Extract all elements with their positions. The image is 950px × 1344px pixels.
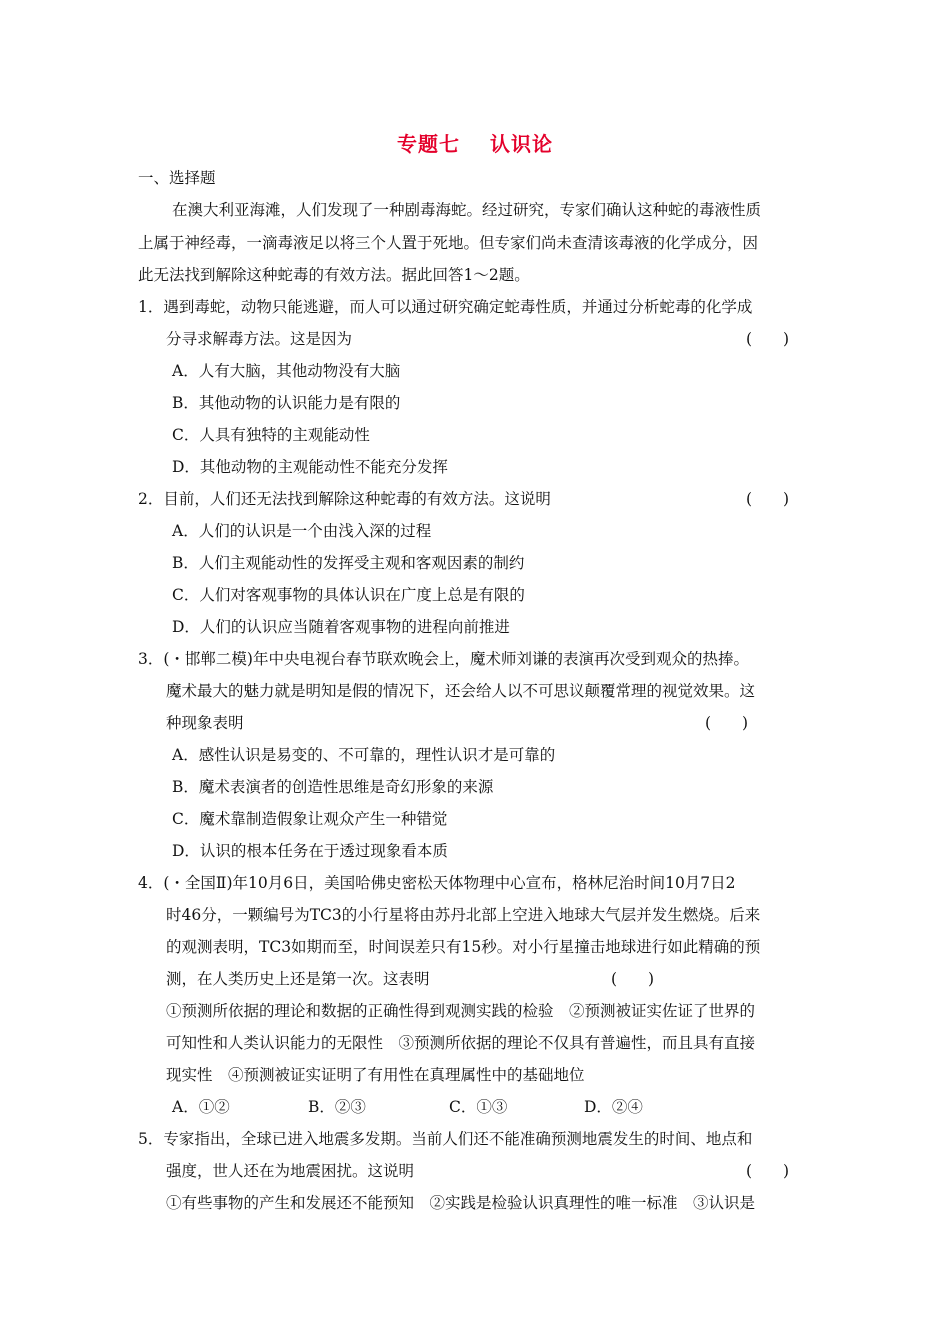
answer-bracket: ( ) xyxy=(746,1162,790,1180)
question-1-option-d: D．其他动物的主观能动性不能充分发挥 xyxy=(172,458,448,476)
question-3-option-d: D．认识的根本任务在于透过现象看本质 xyxy=(172,842,448,860)
question-3-option-c: C．魔术靠制造假象让观众产生一种错觉 xyxy=(172,810,448,828)
answer-bracket: ( ) xyxy=(611,970,655,988)
answer-bracket: ( ) xyxy=(746,330,790,348)
question-5-stem: 强度，世人还在为地震困扰。这说明 xyxy=(166,1162,415,1180)
question-5-stem: 5．专家指出，全球已进入地震多发期。当前人们还不能准确预测地震发生的时间、地点和 xyxy=(138,1130,753,1148)
intro-line: 此无法找到解除这种蛇毒的有效方法。据此回答1～2题。 xyxy=(138,266,530,284)
question-1-option-b: B．其他动物的认识能力是有限的 xyxy=(172,394,401,412)
question-4-stem: 4．(・全国Ⅱ)年10月6日，美国哈佛史密松天体物理中心宣布，格林尼治时间10月7日2 xyxy=(138,874,736,892)
question-3-stem: 3．(・邯郸二模)年中央电视台春节联欢晚会上，魔术师刘谦的表演再次受到观众的热捧。 xyxy=(138,650,749,668)
question-1-option-a: A．人有大脑，其他动物没有大脑 xyxy=(172,362,401,380)
question-3-stem: 种现象表明 xyxy=(166,714,244,732)
question-1-option-c: C．人具有独特的主观能动性 xyxy=(172,426,370,444)
question-4-stem: 时46分，一颗编号为TC3的小行星将由苏丹北部上空进入地球大气层并发生燃烧。后来 xyxy=(166,906,761,924)
question-2-option-c: C．人们对客观事物的具体认识在广度上总是有限的 xyxy=(172,586,525,604)
question-4-option-c: C．①③ xyxy=(449,1098,508,1116)
question-2-option-b: B．人们主观能动性的发挥受主观和客观因素的制约 xyxy=(172,554,525,572)
question-2-stem: 2．目前，人们还无法找到解除这种蛇毒的有效方法。这说明 xyxy=(138,490,551,508)
page-title xyxy=(0,128,950,157)
answer-bracket: ( ) xyxy=(746,490,790,508)
question-4-option-b: B．②③ xyxy=(308,1098,366,1116)
question-4-option-d: D．②④ xyxy=(584,1098,643,1116)
question-3-option-a: A．感性认识是易变的、不可靠的，理性认识才是可靠的 xyxy=(172,746,556,764)
question-2-option-d: D．人们的认识应当随着客观事物的进程向前推进 xyxy=(172,618,510,636)
intro-line: 在澳大利亚海滩，人们发现了一种剧毒海蛇。经过研究，专家们确认这种蛇的毒液性质 xyxy=(172,201,762,219)
section-heading: 一、选择题 xyxy=(138,169,216,187)
question-3-stem: 魔术最大的魅力就是明知是假的情况下，还会给人以不可思议颠覆常理的视觉效果。这 xyxy=(166,682,756,700)
question-1-stem: 分寻求解毒方法。这是因为 xyxy=(166,330,353,348)
title-part2: 认识论 xyxy=(490,132,553,156)
answer-bracket: ( ) xyxy=(705,714,749,732)
question-4-statement: 现实性 ④预测被证实证明了有用性在真理属性中的基础地位 xyxy=(166,1066,585,1084)
question-1-stem: 1．遇到毒蛇，动物只能逃避，而人可以通过研究确定蛇毒性质，并通过分析蛇毒的化学成 xyxy=(138,298,753,316)
question-4-statement: 可知性和人类认识能力的无限性 ③预测所依据的理论不仅具有普遍性，而且具有直接 xyxy=(166,1034,756,1052)
title-part1: 专题七 xyxy=(397,132,460,156)
question-4-option-a: A．①② xyxy=(172,1098,230,1116)
question-4-stem: 的观测表明，TC3如期而至，时间误差只有15秒。对小行星撞击地球进行如此精确的预 xyxy=(166,938,761,956)
intro-line: 上属于神经毒，一滴毒液足以将三个人置于死地。但专家们尚未查清该毒液的化学成分，因 xyxy=(138,234,759,252)
question-4-stem: 测，在人类历史上还是第一次。这表明 xyxy=(166,970,430,988)
question-5-statement: ①有些事物的产生和发展还不能预知 ②实践是检验认识真理性的唯一标准 ③认识是 xyxy=(166,1194,756,1212)
question-2-option-a: A．人们的认识是一个由浅入深的过程 xyxy=(172,522,432,540)
question-4-statement: ①预测所依据的理论和数据的正确性得到观测实践的检验 ②预测被证实佐证了世界的 xyxy=(166,1002,756,1020)
question-3-option-b: B．魔术表演者的创造性思维是奇幻形象的来源 xyxy=(172,778,494,796)
